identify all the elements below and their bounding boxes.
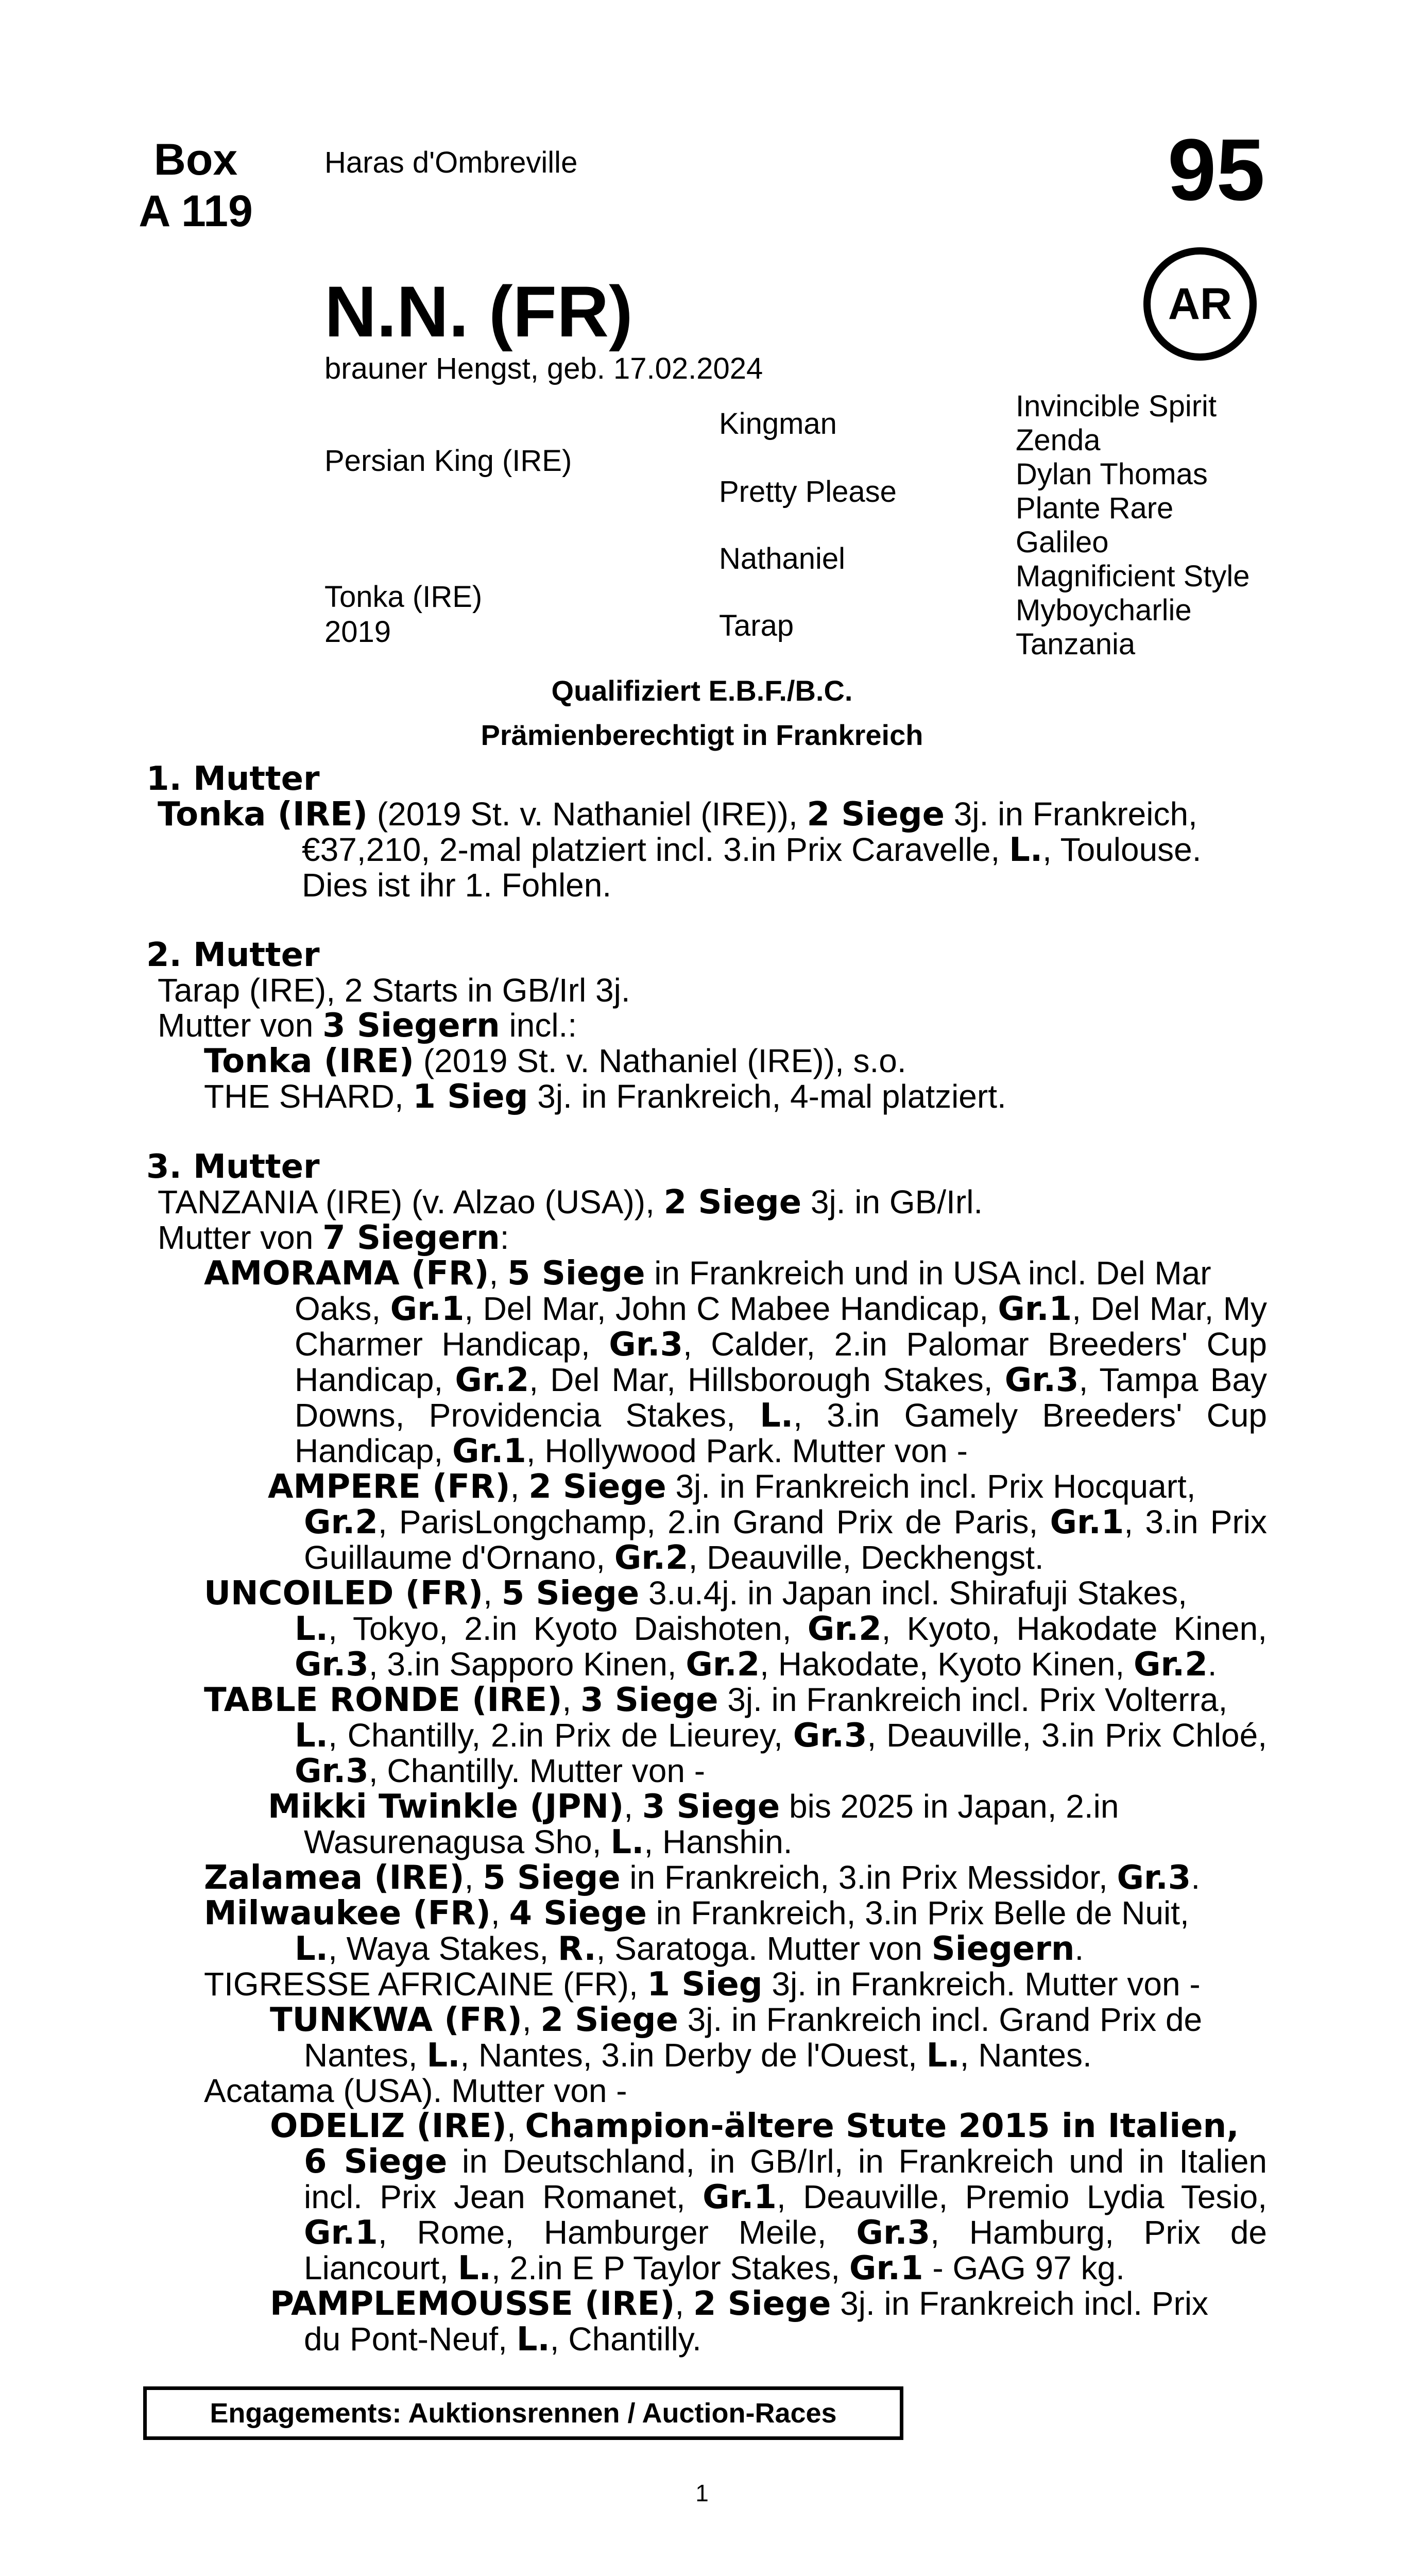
offspring-pamplemousse: PAMPLEMOUSSE (IRE), 2 Siege 3j. in Frankreich incl. Prix	[270, 2285, 1209, 2323]
offspring-amorama: AMORAMA (FR), 5 Siege in Frankreich und in USA incl. Del Mar	[204, 1255, 1211, 1293]
third-dam-line: Mutter von 7 Siegern:	[158, 1219, 509, 1257]
second-dam-line: Tonka (IRE) (2019 St. v. Nathaniel (IRE)), s.o.	[204, 1042, 906, 1080]
third-dam-line: TANZANIA (IRE) (v. Alzao (USA)), 2 Siege 3j. in GB/Irl.	[158, 1183, 983, 1222]
offspring-uncoiled-cont: L., Tokyo, 2.in Kyoto Daishoten, Gr.2, Kyoto, Hakodate Kinen, Gr.3, 3.in Sapporo Kinen, Gr.2, Hakodate, Kyoto Kinen, Gr.2.	[295, 1610, 1268, 1684]
first-dam-line: Dies ist ihr 1. Fohlen.	[302, 867, 612, 904]
box-title: Box	[153, 135, 238, 184]
pedigree-dam: Tonka (IRE)	[324, 580, 483, 614]
engagements-text: Engagements: Auktionsrennen / Auction-Races	[210, 2398, 837, 2429]
second-dam-line: THE SHARD, 1 Sieg 3j. in Frankreich, 4-mal platziert.	[204, 1078, 1006, 1116]
offspring-tunkwa: TUNKWA (FR), 2 Siege 3j. in Frankreich incl. Grand Prix de	[270, 2001, 1203, 2039]
horse-description: brauner Hengst, geb. 17.02.2024	[324, 352, 763, 385]
pedigree-dam-sire: Nathaniel	[719, 542, 846, 575]
offspring-table-ronde-cont: L., Chantilly, 2.in Prix de Lieurey, Gr.3, Deauville, 3.in Prix Chloé, Gr.3, Chantilly. Mutter von -	[295, 1717, 1268, 1790]
g3-item: Dylan Thomas	[1016, 457, 1208, 491]
offspring-mikki-twinkle: Mikki Twinkle (JPN), 3 Siege bis 2025 in Japan, 2.in	[268, 1788, 1119, 1826]
second-dam-line: Tarap (IRE), 2 Starts in GB/Irl 3j.	[158, 972, 630, 1009]
offspring-tigresse-africaine: TIGRESSE AFRICAINE (FR), 1 Sieg 3j. in Frankreich. Mutter von -	[204, 1965, 1201, 2004]
lot-number: 95	[1167, 121, 1265, 219]
g3-item: Myboycharlie	[1016, 594, 1192, 627]
offspring-pamplemousse-cont: du Pont-Neuf, L., Chantilly.	[304, 2320, 701, 2359]
dam-lines	[146, 761, 1267, 2357]
qualification-ebf: Qualifiziert E.B.F./B.C.	[551, 674, 853, 707]
offspring-amorama-cont: Oaks, Gr.1, Del Mar, John C Mabee Handicap, Gr.1, Del Mar, My Charmer Handicap, Gr.3, Calder, 2.in Palomar Breeders' Cup Handicap, Gr.2, Del Mar, Hillsborough Stakes, Gr.3, Tampa Bay Downs, Providencia Stakes, L., 3.in Gamely Breeders' Cup Handicap, Gr.1, Hollywood Park. Mutter von -	[295, 1290, 1268, 1470]
ar-badge-text: AR	[1168, 279, 1232, 329]
offspring-zalamea: Zalamea (IRE), 5 Siege in Frankreich, 3.in Prix Messidor, Gr.3.	[204, 1859, 1201, 1897]
g3-item: Galileo	[1016, 526, 1109, 559]
g3-item: Invincible Spirit	[1016, 389, 1217, 423]
g3-item: Magnificient Style	[1016, 560, 1250, 593]
pedigree-third-generation	[1016, 389, 1250, 662]
engagements-box	[143, 2386, 903, 2440]
offspring-milwaukee: Milwaukee (FR), 4 Siege in Frankreich, 3.in Prix Belle de Nuit,	[204, 1894, 1189, 1933]
second-dam-heading: 2. Mutter	[146, 936, 320, 974]
offspring-odeliz: ODELIZ (IRE), Champion-ältere Stute 2015 in Italien,	[270, 2107, 1239, 2145]
horse-name: N.N. (FR)	[324, 271, 633, 352]
offspring-acatama: Acatama (USA). Mutter von -	[204, 2072, 627, 2109]
pedigree-sire: Persian King (IRE)	[324, 444, 572, 478]
g3-item: Tanzania	[1016, 628, 1136, 661]
box-label	[118, 134, 273, 237]
box-number: A 119	[139, 187, 253, 236]
second-dam-line: Mutter von 3 Siegern incl.:	[158, 1007, 577, 1045]
g3-item: Zenda	[1016, 423, 1101, 457]
offspring-mikki-twinkle-cont: Wasurenagusa Sho, L., Hanshin.	[304, 1823, 793, 1861]
qualification-premium: Prämienberechtigt in Frankreich	[481, 719, 923, 751]
offspring-table-ronde: TABLE RONDE (IRE), 3 Siege 3j. in Frankreich incl. Prix Volterra,	[204, 1681, 1228, 1719]
offspring-uncoiled: UNCOILED (FR), 5 Siege 3.u.4j. in Japan incl. Shirafuji Stakes,	[204, 1574, 1187, 1613]
offspring-ampere-cont: Gr.2, ParisLongchamp, 2.in Grand Prix de Paris, Gr.1, 3.in Prix Guillaume d'Ornano, Gr.2, Deauville, Deckhengst.	[304, 1503, 1268, 1577]
pedigree-sire-sire: Kingman	[719, 407, 837, 440]
stud-name: Haras d'Ombreville	[324, 146, 578, 179]
offspring-milwaukee-cont: L., Waya Stakes, R., Saratoga. Mutter von Siegern.	[295, 1930, 1084, 1968]
first-dam-heading: 1. Mutter	[146, 760, 320, 798]
third-dam-heading: 3. Mutter	[146, 1148, 320, 1186]
first-dam-line: €37,210, 2-mal platziert incl. 3.in Prix Caravelle, L., Toulouse.	[302, 831, 1202, 869]
ar-badge	[1143, 247, 1257, 361]
first-dam-line: Tonka (IRE) (2019 St. v. Nathaniel (IRE)), 2 Siege 3j. in Frankreich,	[158, 795, 1197, 834]
offspring-tunkwa-cont: Nantes, L., Nantes, 3.in Derby de l'Ouest, L., Nantes.	[304, 2037, 1092, 2075]
pedigree-dam-dam: Tarap	[719, 609, 794, 642]
page-number: 1	[695, 2480, 709, 2506]
g3-item: Plante Rare	[1016, 492, 1174, 525]
offspring-odeliz-cont: 6 Siege in Deutschland, in GB/Irl, in Frankreich und in Italien incl. Prix Jean Romanet, Gr.1, Deauville, Premio Lydia Tesio, Gr.1, Rome, Hamburger Meile, Gr.3, Hamburg, Prix de Liancourt, L., 2.in E P Taylor Stakes, Gr.1 - GAG 97 kg.	[304, 2143, 1268, 2287]
pedigree-dam-year: 2019	[324, 615, 391, 649]
offspring-ampere: AMPERE (FR), 2 Siege 3j. in Frankreich incl. Prix Hocquart,	[268, 1468, 1196, 1506]
pedigree-sire-dam: Pretty Please	[719, 475, 897, 509]
